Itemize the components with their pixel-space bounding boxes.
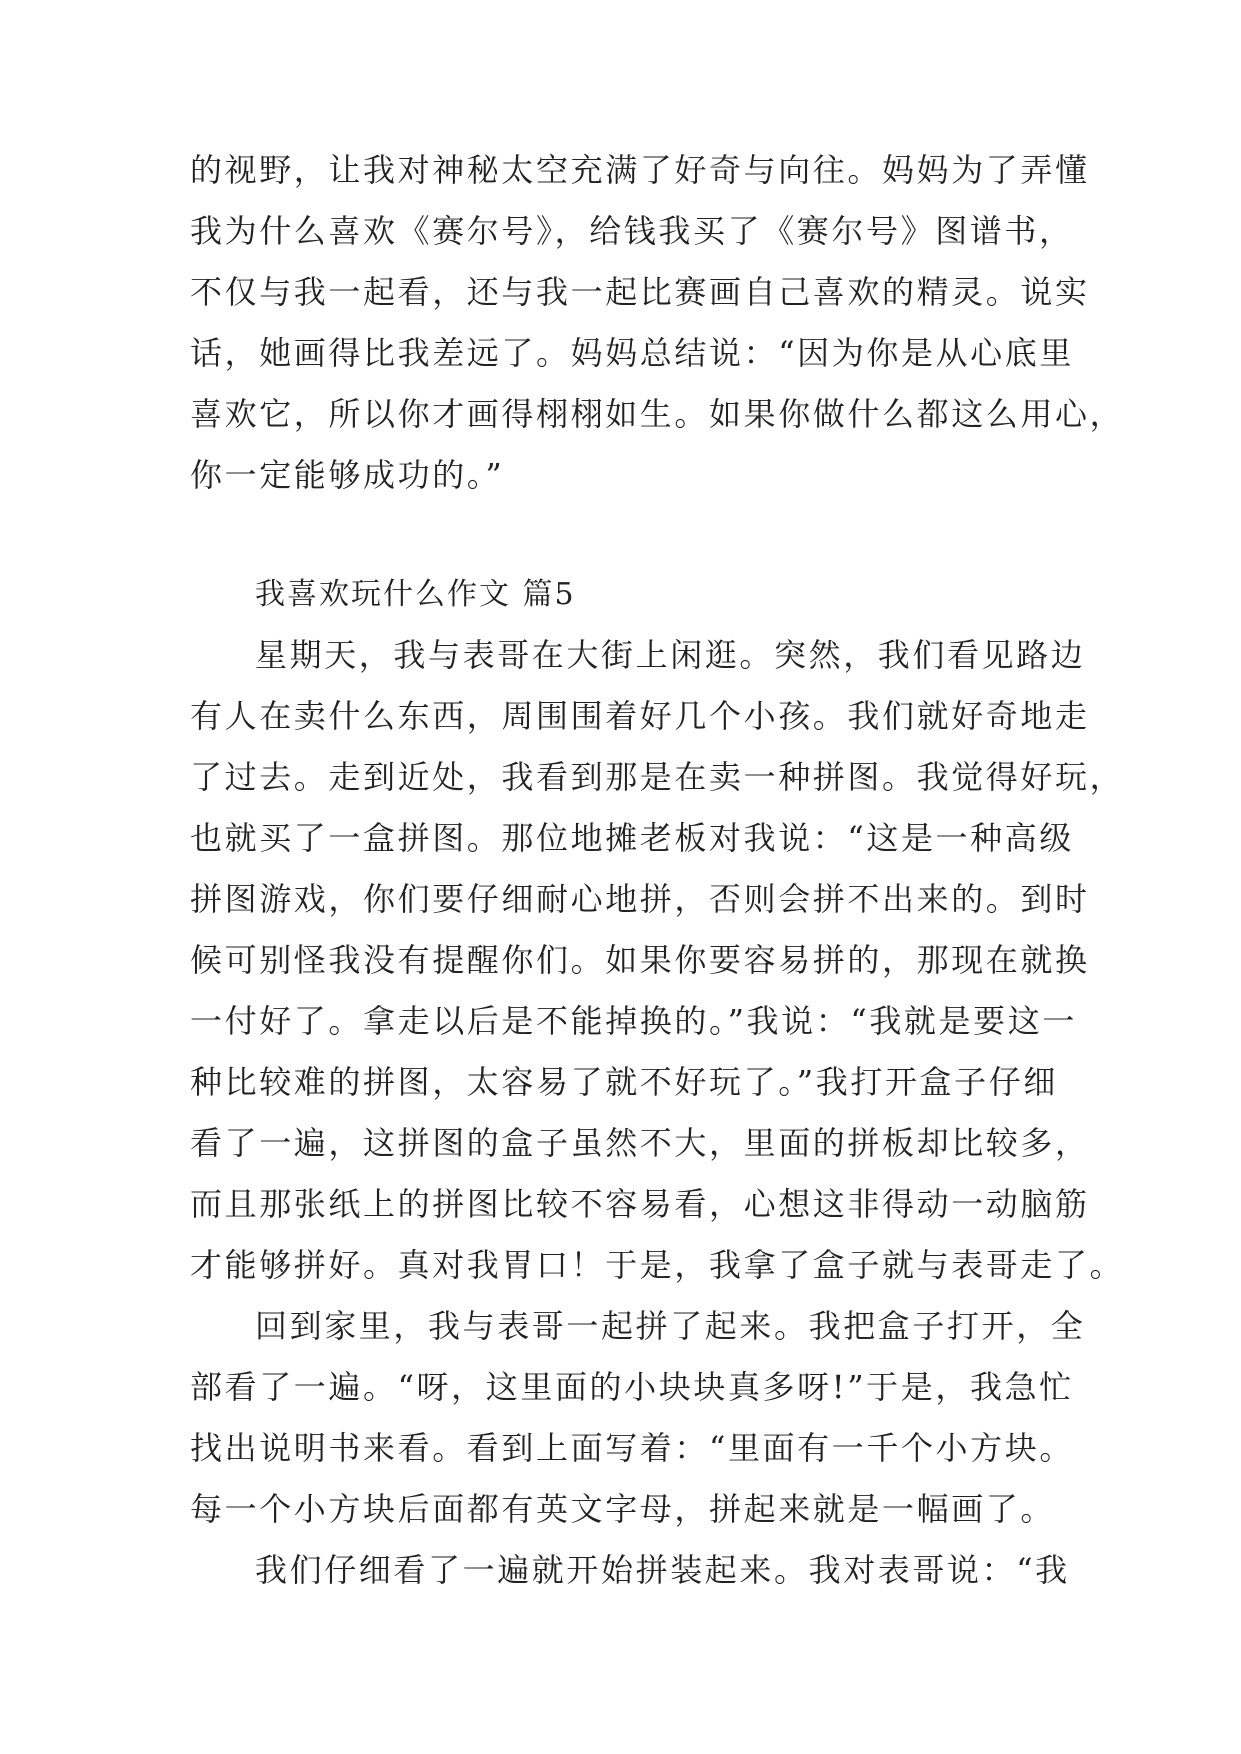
text-line: 回到家里，我与表哥一起拼了起来。我把盒子打开，全: [255, 1307, 1086, 1345]
text-line: 也就买了一盒拼图。那位地摊老板对我说：“这是一种高级: [190, 819, 1074, 857]
section-title: 我喜欢玩什么作文 篇5: [255, 577, 576, 612]
text-line: 每一个小方块后面都有英文字母，拼起来就是一幅画了。: [190, 1490, 1056, 1528]
text-line: 一付好了。拿走以后是不能掉换的。”我说：“我就是要这一: [190, 1002, 1077, 1040]
text-line: 星期天，我与表哥在大街上闲逛。突然，我们看见路边: [255, 636, 1086, 674]
text-line: 不仅与我一起看，还与我一起比赛画自己喜欢的精灵。说实: [190, 273, 1090, 311]
text-line: 候可别怪我没有提醒你们。如果你要容易拼的，那现在就换: [190, 941, 1090, 979]
text-line: 看了一遍，这拼图的盒子虽然不大，里面的拼板却比较多，: [190, 1124, 1090, 1162]
text-line: 有人在卖什么东西，周围围着好几个小孩。我们就好奇地走: [190, 697, 1090, 735]
text-line: 了过去。走到近处，我看到那是在卖一种拼图。我觉得好玩，: [190, 758, 1125, 796]
text-line: 拼图游戏，你们要仔细耐心地拼，否则会拼不出来的。到时: [190, 880, 1090, 918]
text-line: 种比较难的拼图，太容易了就不好玩了。”我打开盒子仔细: [190, 1063, 1058, 1101]
text-line: 的视野，让我对神秘太空充满了好奇与向往。妈妈为了弄懂: [190, 151, 1090, 189]
text-line: 而且那张纸上的拼图比较不容易看，心想这非得动一动脑筋: [190, 1185, 1090, 1223]
text-line: 找出说明书来看。看到上面写着：“里面有一千个小方块。: [190, 1429, 1074, 1467]
text-line: 话，她画得比我差远了。妈妈总结说：“因为你是从心底里: [190, 334, 1074, 372]
text-line: 才能够拼好。真对我胃口！于是，我拿了盒子就与表哥走了。: [190, 1246, 1125, 1284]
text-line: 我们仔细看了一遍就开始拼装起来。我对表哥说：“我: [255, 1551, 1070, 1589]
text-line: 喜欢它，所以你才画得栩栩如生。如果你做什么都这么用心，: [190, 395, 1125, 433]
text-line: 我为什么喜欢《赛尔号》，给钱我买了《赛尔号》图谱书，: [190, 212, 1074, 250]
text-line: 你一定能够成功的。”: [190, 456, 505, 494]
text-line: 部看了一遍。“呀，这里面的小块块真多呀!”于是，我急忙: [190, 1368, 1074, 1406]
